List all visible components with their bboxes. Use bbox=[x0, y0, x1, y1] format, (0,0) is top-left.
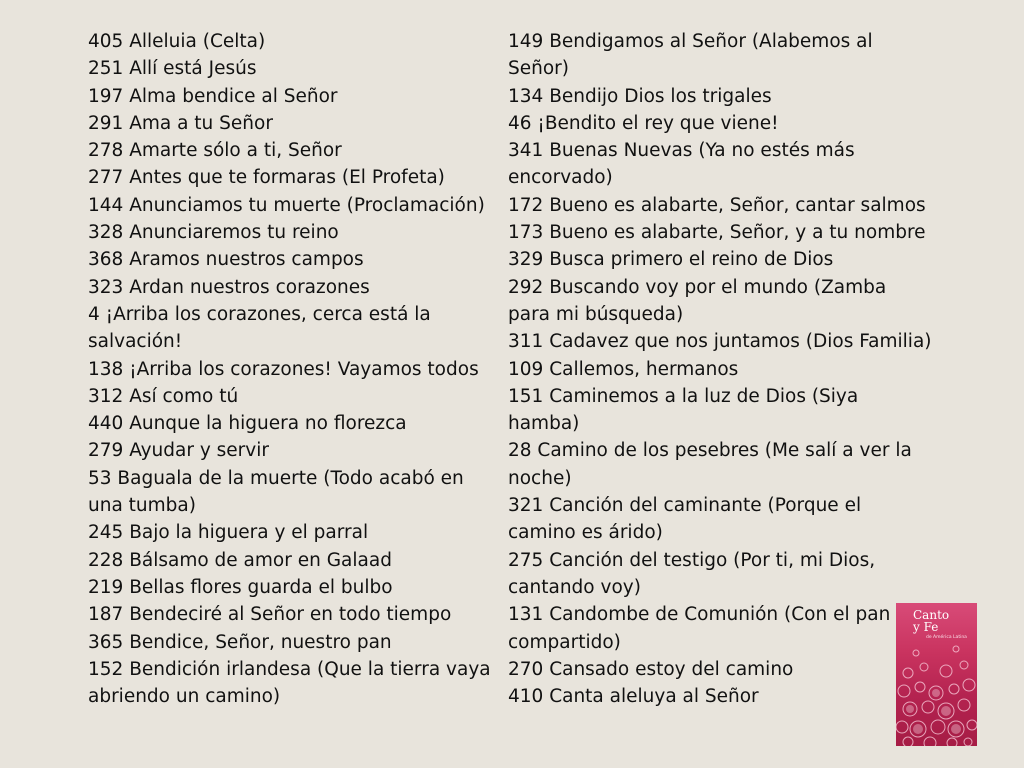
song-entry: 278 Amarte sólo a ti, Señor bbox=[88, 140, 342, 162]
song-entry: 28 Camino de los pesebres (Me salí a ver la noche) bbox=[508, 440, 912, 489]
song-entry: 323 Ardan nuestros corazones bbox=[88, 276, 370, 298]
song-entry: 151 Caminemos a la luz de Dios (Siya hamba) bbox=[508, 385, 859, 435]
song-entry: 53 Baguala de la muerte (Todo acabó en una tumba) bbox=[88, 467, 464, 517]
song-list-right bbox=[508, 28, 933, 710]
song-entry: 275 Canción del testigo (Por ti, mi Dios, cantando voy) bbox=[508, 549, 876, 598]
cover-subtitle: de América Latina bbox=[926, 635, 967, 640]
song-entry: 4 ¡Arriba los corazones, cerca está la salvación! bbox=[88, 303, 431, 353]
song-entry: 341 Buenas Nuevas (Ya no estés más encorvado) bbox=[508, 140, 855, 189]
song-entry: 329 Busca primero el reino de Dios bbox=[508, 249, 834, 271]
song-entry: 279 Ayudar y servir bbox=[88, 440, 269, 462]
song-entry: 440 Aunque la higuera no florezca bbox=[88, 413, 407, 435]
song-entry: 270 Cansado estoy del camino bbox=[508, 658, 794, 680]
song-entry: 292 Buscando voy por el mundo (Zamba para mi búsqueda) bbox=[508, 276, 887, 325]
song-entry: 46 ¡Bendito el rey que viene! bbox=[508, 112, 779, 134]
song-entry: 197 Alma bendice al Señor bbox=[88, 85, 338, 107]
song-entry: 144 Anunciamos tu muerte (Proclamación) bbox=[88, 194, 485, 216]
song-entry: 245 Bajo la higuera y el parral bbox=[88, 522, 369, 544]
song-entry: 311 Cadavez que nos juntamos (Dios Familia) bbox=[508, 331, 932, 353]
song-entry: 228 Bálsamo de amor en Galaad bbox=[88, 549, 392, 571]
song-entry: 134 Bendijo Dios los trigales bbox=[508, 85, 772, 107]
song-entry: 312 Así como tú bbox=[88, 385, 239, 407]
song-entry: 368 Aramos nuestros campos bbox=[88, 249, 364, 271]
song-entry: 365 Bendice, Señor, nuestro pan bbox=[88, 631, 392, 653]
song-entry: 173 Bueno es alabarte, Señor, y a tu nombre bbox=[508, 222, 926, 244]
song-entry: 172 Bueno es alabarte, Señor, cantar salmos bbox=[508, 194, 926, 216]
cover-title: Canto y Fe bbox=[913, 608, 950, 634]
song-entry: 187 Bendeciré al Señor en todo tiempo bbox=[88, 604, 452, 626]
song-entry: 291 Ama a tu Señor bbox=[88, 112, 273, 134]
song-entry: 152 Bendición irlandesa (Que la tierra vaya abriendo un camino) bbox=[88, 658, 491, 708]
song-entry: 138 ¡Arriba los corazones! Vayamos todos bbox=[88, 358, 479, 380]
song-entry: 251 Allí está Jesús bbox=[88, 58, 257, 80]
song-entry: 277 Antes que te formaras (El Profeta) bbox=[88, 167, 445, 189]
song-entry: 410 Canta aleluya al Señor bbox=[508, 686, 759, 708]
song-entry: 109 Callemos, hermanos bbox=[508, 358, 739, 380]
song-entry: 328 Anunciaremos tu reino bbox=[88, 222, 339, 244]
song-entry: 149 Bendigamos al Señor (Alabemos al Señor) bbox=[508, 31, 873, 80]
book-cover-image bbox=[896, 603, 977, 746]
song-entry: 405 Alleluia (Celta) bbox=[88, 31, 266, 52]
song-entry: 219 Bellas flores guarda el bulbo bbox=[88, 576, 393, 598]
song-list-left bbox=[88, 28, 503, 710]
song-entry: 131 Candombe de Comunión (Con el pan compartido) bbox=[508, 604, 891, 653]
song-entry: 321 Canción del caminante (Porque el camino es árido) bbox=[508, 495, 862, 544]
